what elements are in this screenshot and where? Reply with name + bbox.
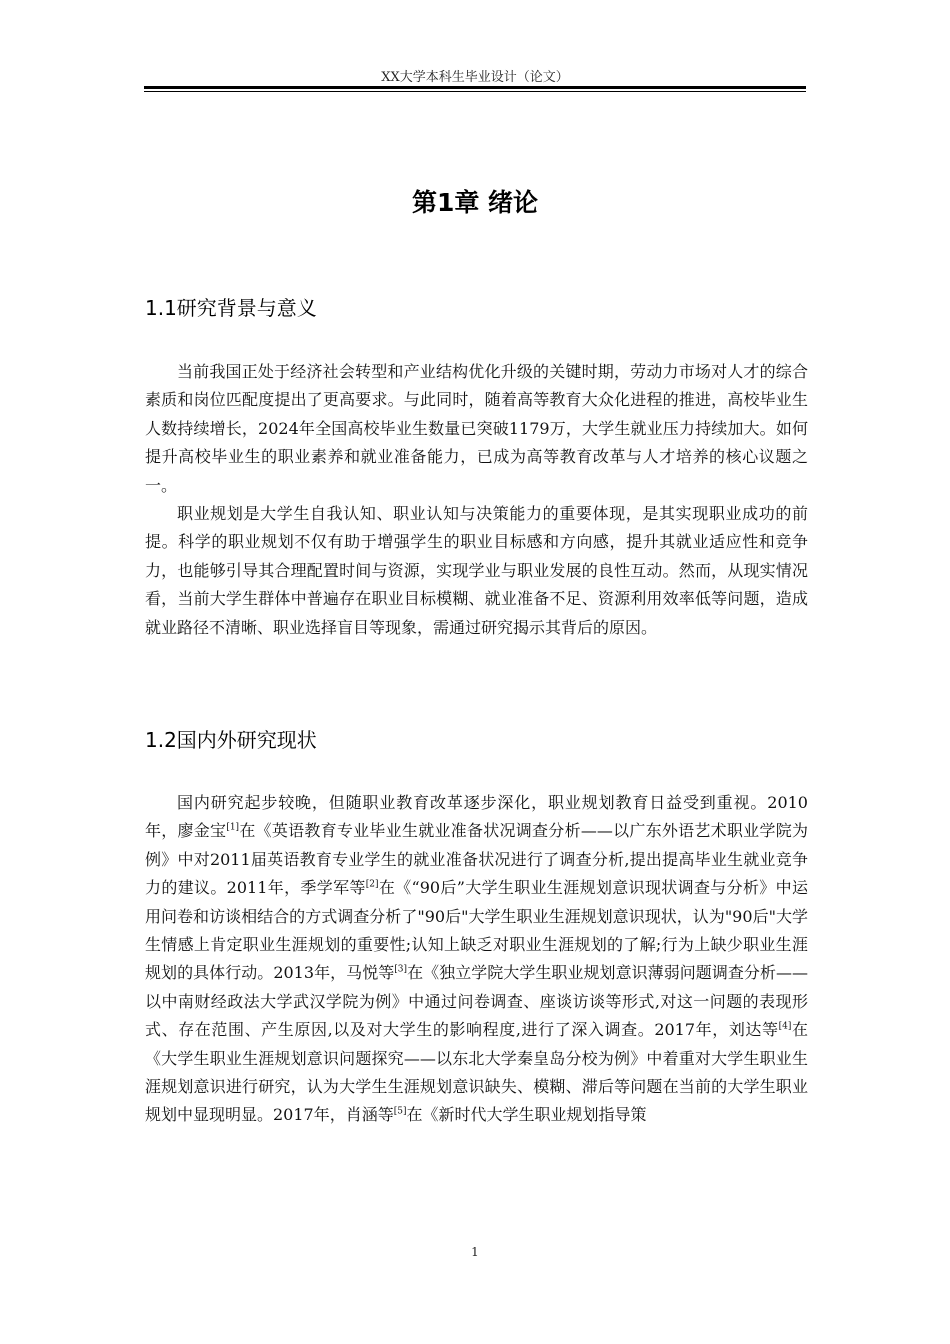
- paragraph-3: [145, 789, 808, 1130]
- citation-ref-3[interactable]: [3]: [394, 965, 408, 976]
- paragraph-1: 当前我国正处于经济社会转型和产业结构优化升级的关键时期，劳动力市场对人才的综合素质和岗位匹配度提出了更高要求。与此同时，随着高等教育大众化进程的推进，高校毕业生人数持续增长，2024年全国高校毕业生数量已突破1179万，大学生就业压力持续加大。如何提升高校毕业生的职业素养和就业准备能力，已成为高等教育改革与人才培养的核心议题之一。: [145, 362, 808, 495]
- citation-ref-4[interactable]: [4]: [778, 1021, 792, 1032]
- text-run: 国内研究起步较晚，但随职业教育改革逐步深化，职业规划教育日益受到重视。2010年，廖金宝: [145, 793, 808, 841]
- page-header: XX大学本科生毕业设计（论文）: [381, 70, 569, 85]
- citation-ref-2[interactable]: [2]: [365, 879, 379, 890]
- page-number: 1: [471, 1245, 479, 1259]
- text-run: 在《大学生职业生涯规划意识问题探究——以东北大学秦皇岛分校为例》中着重对大学生职业生涯规划意识进行研究，认为大学生生涯规划意识缺失、模糊、滞后等问题在当前的大学生职业规划中显现明显。2017年，肖涵等: [145, 1020, 808, 1125]
- section-1-1-body: [145, 358, 808, 642]
- citation-ref-5[interactable]: [5]: [393, 1107, 407, 1118]
- chapter-title: 第1章 绪论: [411, 188, 539, 217]
- section-1-2-body: [145, 789, 808, 1130]
- text-run: 在《英语教育专业毕业生就业准备状况调查分析——以广东外语艺术职业学院为例》中对2011届英语教育专业学生的就业准备状况进行了调查分析,提出提高毕业生就业竞争力的建议。2011年，季学军等: [145, 821, 808, 898]
- text-run: 在《“90后”大学生职业生涯规划意识现状调查与分析》中运用问卷和访谈相结合的方式调查分析了"90后"大学生职业生涯规划意识现状，认为"90后"大学生情感上肯定职业生涯规划的重要性;认知上缺乏对职业生涯规划的了解;行为上缺少职业生涯规划的具体行动。2013年，马悦等: [145, 878, 808, 983]
- paragraph-2: 职业规划是大学生自我认知、职业认知与决策能力的重要体现，是其实现职业成功的前提。科学的职业规划不仅有助于增强学生的职业目标感和方向感，提升其就业适应性和竞争力，也能够引导其合理配置时间与资源，实现学业与职业发展的良性互动。然而，从现实情况看，当前大学生群体中普遍存在职业目标模糊、就业准备不足、资源利用效率低等问题，造成就业路径不清晰、职业选择盲目等现象，需通过研究揭示其背后的原因。: [145, 504, 808, 637]
- section-title-1-1: 1.1研究背景与意义: [145, 296, 317, 320]
- section-title-1-2: 1.2国内外研究现状: [145, 728, 317, 752]
- header-rule-thin: [144, 91, 806, 92]
- citation-ref-1[interactable]: [1]: [226, 823, 240, 834]
- header-rule-thick: [144, 86, 806, 89]
- text-run: 在《新时代大学生职业规划指导策: [406, 1105, 647, 1125]
- text-run: 在《独立学院大学生职业规划意识薄弱问题调查分析——以中南财经政法大学武汉学院为例》中通过问卷调查、座谈访谈等形式,对这一问题的表现形式、存在范围、产生原因,以及对大学生的影响程度,进行了深入调查。2017年，刘达等: [145, 963, 808, 1040]
